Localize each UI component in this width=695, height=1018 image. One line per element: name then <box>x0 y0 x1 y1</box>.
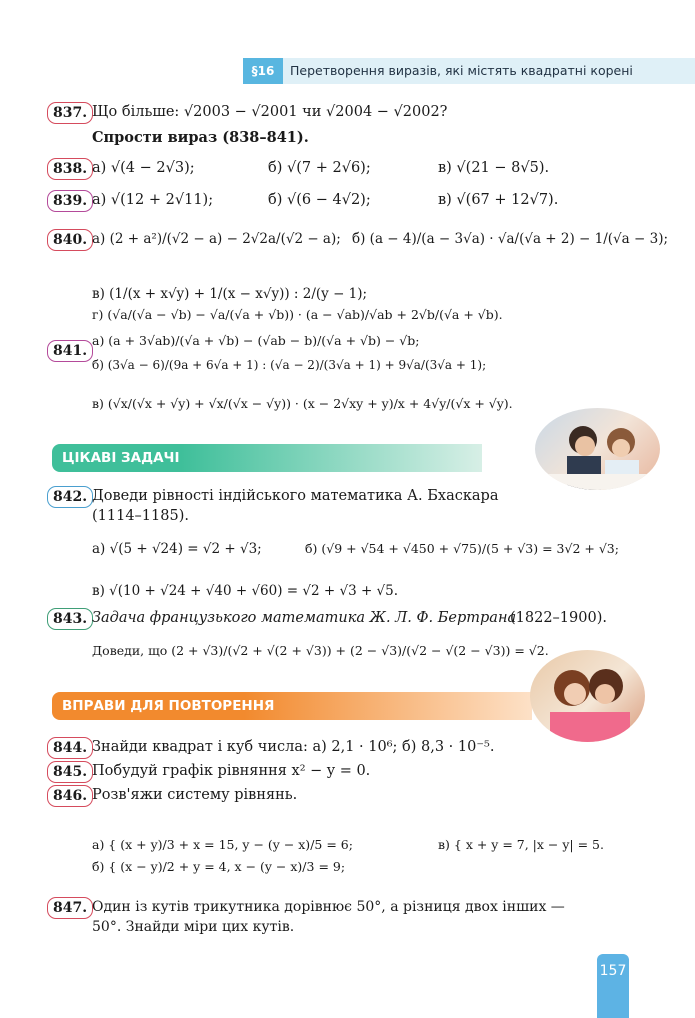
problem-846-text: Розв'яжи систему рівнянь. <box>92 787 298 803</box>
section-title: Перетворення виразів, які містять квадратні корені <box>290 63 633 78</box>
problem-number-840: 840. <box>47 229 93 251</box>
problem-number-843: 843. <box>47 608 93 630</box>
students-illustration <box>535 408 660 490</box>
problem-number-841: 841. <box>47 340 93 362</box>
problem-838-a: а) √(4 − 2√3); <box>92 160 195 176</box>
problem-846-c: в) { x + y = 7, |x − y| = 5. <box>438 837 604 852</box>
problem-number-839: 839. <box>47 190 93 212</box>
girls-illustration <box>530 650 645 742</box>
page-number: 157 <box>597 954 629 1018</box>
problem-846-a: а) { (x + y)/3 + x = 15, y − (y − x)/5 = 6; <box>92 837 353 852</box>
problem-number-837: 837. <box>47 102 93 124</box>
problem-842-c: в) √(10 + √24 + √40 + √60) = √2 + √3 + √5. <box>92 583 399 599</box>
problem-839-c: в) √(67 + 12√7). <box>438 192 559 208</box>
problem-843-title: Задача французького математика Ж. Л. Ф. Бертрана <box>92 610 517 626</box>
problem-841-c: в) (√x/(√x + √y) + √x/(√x − √y)) · (x − 2√xy + y)/x + 4√y/(√x + √y). <box>92 396 513 411</box>
problem-840-c: в) (1/(x + x√y) + 1/(x − x√y)) : 2/(y − 1); <box>92 286 368 302</box>
section-interesting-tasks-label: ЦІКАВІ ЗАДАЧІ <box>62 450 180 466</box>
girls-photo <box>530 650 645 742</box>
problem-840-d: г) (√a/(√a − √b) − √a/(√a + √b)) · (a − √ab)/√ab + 2√b/(√a + √b). <box>92 307 503 322</box>
problem-843-years: (1822–1900). <box>510 610 607 626</box>
problem-842-line1: Доведи рівності індійського математика А. Бхаскара <box>92 488 499 504</box>
problem-841-a: а) (a + 3√ab)/(√a + √b) − (√ab − b)/(√a + √b) − √b; <box>92 333 420 348</box>
problem-number-844: 844. <box>47 737 93 759</box>
problem-number-838: 838. <box>47 158 93 180</box>
problem-847-line1: Один із кутів трикутника дорівнює 50°, а різниця двох інших — <box>92 899 565 915</box>
section-review-exercises <box>52 692 532 720</box>
problem-840-a: а) (2 + a²)/(√2 − a) − 2√2a/(√2 − a); <box>92 231 341 247</box>
problem-841-b: б) (3√a − 6)/(9a + 6√a + 1) : (√a − 2)/(3√a + 1) + 9√a/(3√a + 1); <box>92 358 487 372</box>
section-interesting-tasks <box>52 444 482 472</box>
problem-845-text: Побудуй графік рівняння x² − y = 0. <box>92 763 371 779</box>
problem-847-line2: 50°. Знайди міри цих кутів. <box>92 919 295 935</box>
problem-839-a: а) √(12 + 2√11); <box>92 192 214 208</box>
problem-844-text: Знайди квадрат і куб числа: а) 2,1 · 10⁶; б) 8,3 · 10⁻⁵. <box>92 739 495 755</box>
problem-846-b: б) { (x − y)/2 + y = 4, x − (y − x)/3 = 9; <box>92 859 346 874</box>
problem-843-text: Доведи, що (2 + √3)/(√2 + √(2 + √3)) + (2 − √3)/(√2 − √(2 − √3)) = √2. <box>92 643 549 658</box>
problem-number-847: 847. <box>47 897 93 919</box>
problem-number-842: 842. <box>47 486 93 508</box>
problem-840-b: б) (a − 4)/(a − 3√a) · √a/(√a + 2) − 1/(√a − 3); <box>352 231 669 247</box>
problem-838-b: б) √(7 + 2√6); <box>268 160 371 176</box>
problem-842-b: б) (√9 + √54 + √450 + √75)/(5 + √3) = 3√2 + √3; <box>305 541 619 556</box>
problem-838-c: в) √(21 − 8√5). <box>438 160 550 176</box>
problem-842-a: а) √(5 + √24) = √2 + √3; <box>92 541 262 557</box>
problem-842-line2: (1114–1185). <box>92 508 189 524</box>
problem-837-text: Що більше: √2003 − √2001 чи √2004 − √2002? <box>92 104 448 120</box>
problem-number-845: 845. <box>47 761 93 783</box>
section-tag: §16 <box>243 58 283 84</box>
problem-839-b: б) √(6 − 4√2); <box>268 192 371 208</box>
simplify-instruction: Спрости вираз (838–841). <box>92 129 309 146</box>
problem-number-846: 846. <box>47 785 93 807</box>
students-photo <box>535 408 660 490</box>
section-review-exercises-label: ВПРАВИ ДЛЯ ПОВТОРЕННЯ <box>62 698 275 714</box>
